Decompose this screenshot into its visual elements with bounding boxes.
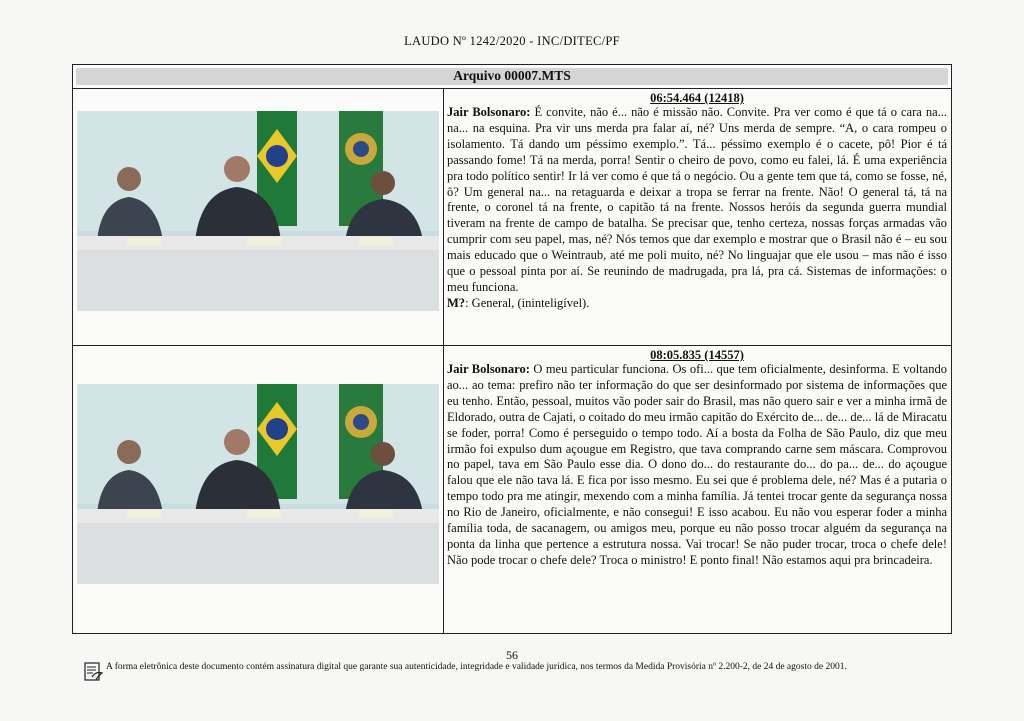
video-frame-image	[77, 111, 439, 311]
table-title-row	[73, 65, 951, 89]
speaker-name: Jair Bolsonaro:	[447, 105, 531, 119]
page-number: 56	[506, 648, 518, 662]
table-title: Arquivo 00007.MTS	[453, 68, 571, 83]
speaker-name: M?	[447, 295, 466, 310]
speech-text: O meu particular funciona. Os ofi... que tem oficialmente, desinforma. E voltando ao... ao tema: prefiro não ter informação do que ser desinformado por sistema de informações que eu tenho. Então, pessoal, muitos vão poder sair do Brasil, mas não quero sair e ver a minha irmã de Eldorado, outra de Cajati, o coitado do meu irmão capitão do Exército de... de... de... lá de Miracatu se foder, porra! Como é perseguido o tempo todo. Aí a bosta da Folha de São Paulo, diz que meu irmão foi expulso dum açougue em Registro, que tava comprando carne sem máscara. Comprovou no papel, tava em São Paulo esse dia. O dono do... do restaurante do... do pa... de... do açougue falou que ele não tava lá. E fica por isso mesmo. Eu sei que é problema dele, né? Mas é a putaria o tempo todo pra me atingir, mexendo com a minha família. Já tentei trocar gente da segurança nossa no Rio de Janeiro, oficialmente, e não consegui! E isso acabou. Eu não vou esperar foder a minha família toda, de sacanagem, ou amigos meu, porque eu não posso trocar alguém da segurança na ponta da linha que pertence a estrutura nossa. Vai trocar! Se não puder trocar, troca o chefe dele! Não pode trocar o chefe dele? Troca o ministro! E ponto final! Não estamos aqui pra brincadeira.	[447, 362, 947, 567]
transcript-text-cell	[447, 89, 947, 345]
speech-paragraph	[447, 362, 947, 569]
video-frame-cell	[73, 346, 443, 634]
timecode: 08:05.835 (14557)	[650, 348, 744, 362]
transcript-table	[72, 64, 952, 634]
video-frame-cell	[73, 89, 443, 345]
speech-paragraph	[447, 296, 947, 312]
digital-signature-seal-icon	[84, 661, 104, 683]
transcript-text-cell	[447, 346, 947, 634]
speaker-name: Jair Bolsonaro:	[447, 362, 530, 376]
timecode: 06:54.464 (12418)	[650, 91, 744, 105]
transcript-row	[73, 89, 951, 346]
speech-paragraph	[447, 105, 947, 296]
speech-text: : General, (ininteligível).	[465, 295, 590, 310]
video-frame-image	[77, 384, 439, 584]
footer	[84, 661, 954, 673]
footer-notice: A forma eletrônica deste documento contém assinatura digital que garante sua autenticidade, integridade e validade jurídica, nos termos da Medida Provisória nº 2.200-2, de 24 de agosto de 2001.	[106, 662, 847, 672]
page-header: LAUDO Nº 1242/2020 - INC/DITEC/PF	[404, 34, 620, 48]
transcript-row	[73, 346, 951, 634]
speech-text: É convite, não é... não é missão não. Convite. Pra ver como é que tá o cara na... na... na esquina. Pra vir uns merda pra falar aí, né? Uns merda de sempre. “A, o cara rompeu o isolamento. Tá dando um péssimo exemplo.”. Tá... péssimo exemplo é o cacete, pô! Pior é tá passando fome! Tá na merda, porra! Sentir o cheiro de povo, como eu falei, lá. É uma experiência pra todo político sentir! Ir lá ver como é que tá o negócio. Ou a gente tem que tá, como se fosse, né, ô? Um general na... na retaguarda e deixar a tropa se ferrar na frente. Não! O general tá, tá na frente, o coronel tá na frente, o capitão tá na frente. Nossos heróis da segunda guerra mundial tiveram na frente de campo de batalha. Se precisar que, tenho certeza, nossas forças armadas vão cumprir com seu papel, mas, né? Nós temos que dar exemplo e mostrar que o Brasil não é – eu sou mais educado que o Weintraub, até me poli muito, né? No linguajar que ele usou – mas não é isso que o pessoal pinta por aí. Se reunindo de madrugada, pra lá, pra cá. Sistemas de informações: o meu funciona.	[447, 105, 947, 294]
